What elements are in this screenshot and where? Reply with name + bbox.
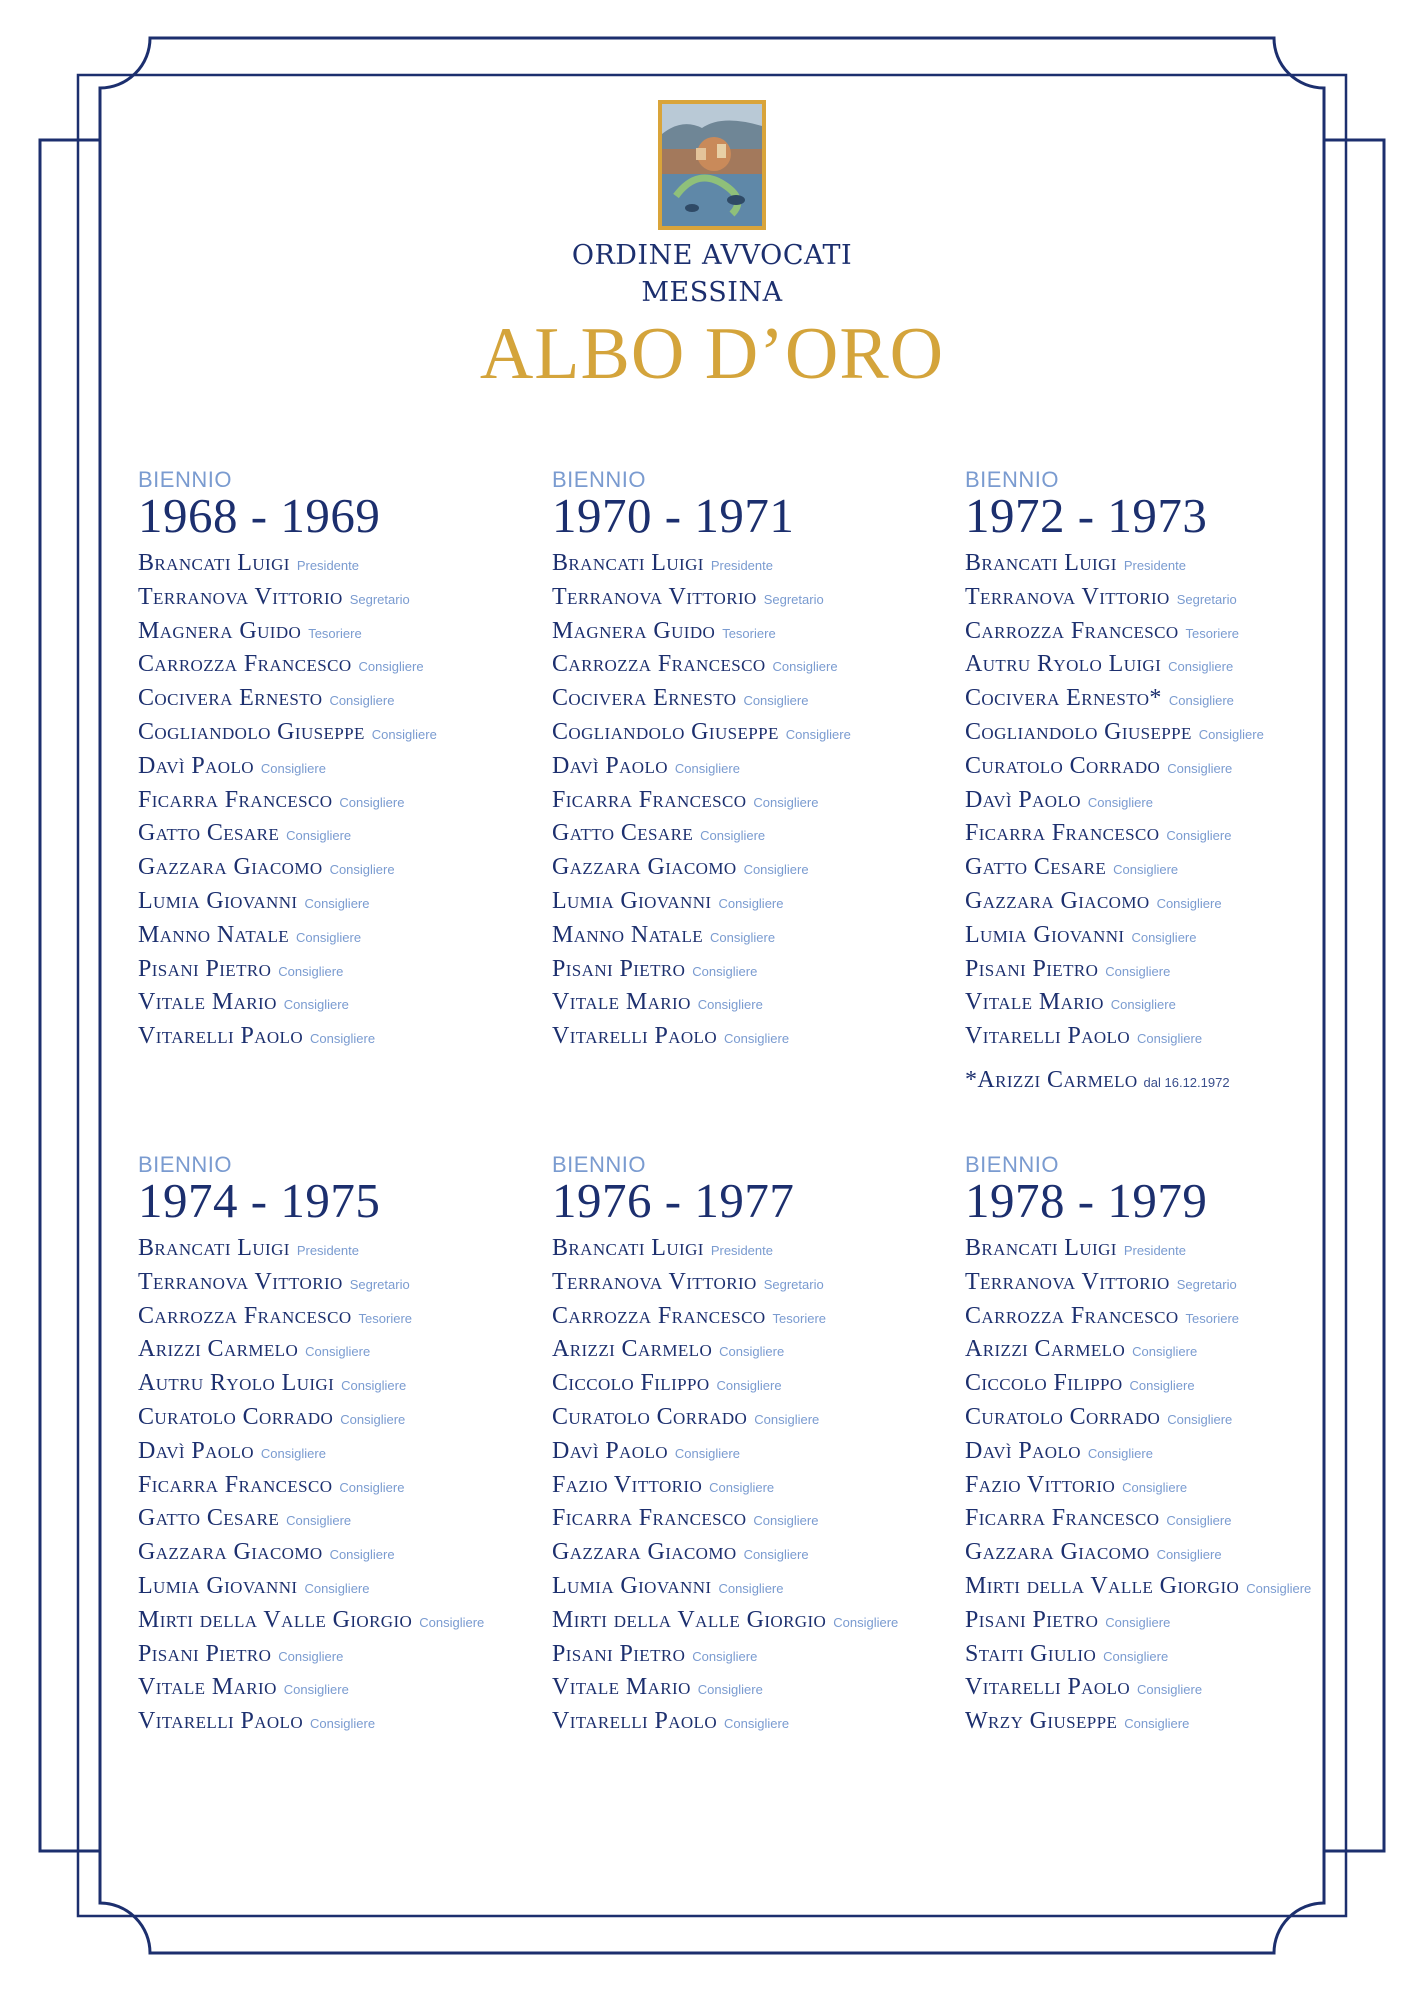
biennio-label: BIENNIO [965,1152,1059,1177]
member-role: Consigliere [278,1648,344,1664]
member-role: Consigliere [305,1344,371,1360]
member-row [965,682,1355,716]
member-name: Davì Paolo [965,1437,1081,1464]
member-row [138,817,528,851]
member-role: Consigliere [419,1614,485,1630]
member-name: Terranova Vittorio [552,583,757,610]
member-row [552,784,942,818]
member-name: Carrozza Francesco [138,1302,352,1329]
member-row [965,547,1355,581]
member-row [552,1232,942,1266]
member-name: Ciccolo Filippo [552,1370,710,1397]
member-role: Consigliere [304,895,370,911]
member-role: Consigliere [310,1716,376,1732]
member-row [965,1638,1355,1672]
member-role: Consigliere [1105,963,1171,979]
member-row [138,547,528,581]
member-row [138,1266,528,1300]
biennio-label: BIENNIO [552,1152,646,1177]
note-name: *Arizzi Carmelo [965,1066,1138,1093]
member-role: Consigliere [674,1445,740,1461]
member-role: Consigliere [716,1378,782,1394]
member-row [138,1536,528,1570]
member-name: Magnera Guido [552,617,716,644]
member-row [965,1367,1355,1401]
member-role: Consigliere [283,997,349,1013]
biennio-1978-1979 [965,1153,1355,1739]
member-row [965,648,1355,682]
member-row [965,1020,1355,1054]
member-row [552,1502,942,1536]
member-row [552,581,942,615]
member-row [138,1020,528,1054]
member-row [965,784,1355,818]
member-row [552,1570,942,1604]
member-role: Segretario [763,591,824,607]
member-role: Consigliere [260,1445,326,1461]
member-name: Mirti della Valle Giorgio [965,1572,1240,1599]
member-row [552,615,942,649]
member-row [552,953,942,987]
member-row [138,1300,528,1334]
member-role: Consigliere [1129,1378,1195,1394]
member-role: Consigliere [833,1614,899,1630]
biennio-years: 1972 - 1973 [965,488,1208,543]
member-row [552,750,942,784]
member-name: Davì Paolo [552,1437,668,1464]
member-name: Mirti della Valle Giorgio [138,1606,413,1633]
member-role: Consigliere [278,963,344,979]
member-name: Gazzara Giacomo [965,887,1150,914]
member-name: Ficarra Francesco [965,820,1160,847]
member-role: Consigliere [697,997,763,1013]
member-name: Cogliandolo Giuseppe [965,718,1192,745]
header-city: MESSINA [641,277,783,308]
member-role: Consigliere [692,1648,758,1664]
member-role: Consigliere [341,1378,407,1394]
member-name: Cocivera Ernesto [138,685,323,712]
member-name: Curatolo Corrado [965,752,1161,779]
member-row [138,1705,528,1739]
member-name: Brancati Luigi [965,550,1117,576]
member-row [965,1671,1355,1705]
member-role: Consigliere [1124,1716,1190,1732]
member-row [965,1435,1355,1469]
member-role: Segretario [1176,591,1237,607]
member-row [138,682,528,716]
member-row [138,1671,528,1705]
member-name: Lumia Giovanni [138,1572,298,1599]
member-name: Gazzara Giacomo [138,1539,323,1566]
member-role: Consigliere [724,1716,790,1732]
member-role: Consigliere [371,726,437,742]
member-name: Ficarra Francesco [552,1505,747,1532]
member-role: Consigliere [743,693,809,709]
member-row [552,851,942,885]
member-row [965,851,1355,885]
member-role: Tesoriere [358,1310,412,1326]
member-role: Consigliere [358,659,424,675]
member-row [138,1401,528,1435]
member-role: Consigliere [329,862,395,878]
member-role: Consigliere [310,1031,376,1047]
member-role: Consigliere [339,794,405,810]
member-row [965,953,1355,987]
member-name: Vitarelli Paolo [552,1023,718,1050]
member-row [138,986,528,1020]
member-role: Consigliere [1166,1513,1232,1529]
member-name: Pisani Pietro [138,1640,272,1667]
biennio-years: 1970 - 1971 [552,488,795,543]
member-role: Consigliere [329,1547,395,1563]
member-role: Segretario [349,591,410,607]
member-row [965,750,1355,784]
member-name: Autru Ryolo Luigi [965,651,1162,678]
member-row [965,1604,1355,1638]
header-order: ORDINE AVVOCATI [571,240,853,271]
member-role: Consigliere [1087,1445,1153,1461]
member-row [965,1232,1355,1266]
member-role: Presidente [1123,558,1186,573]
member-name: Pisani Pietro [138,955,272,982]
member-role: Consigliere [753,794,819,810]
member-row [138,648,528,682]
member-role: Consigliere [1113,862,1179,878]
member-row [138,851,528,885]
member-row [965,919,1355,953]
member-role: Consigliere [1103,1648,1169,1664]
member-row [965,716,1355,750]
member-role: Tesoriere [722,625,776,641]
member-row [552,1401,942,1435]
member-role: Consigliere [700,828,766,844]
member-name: Arizzi Carmelo [552,1336,713,1363]
member-name: Vitale Mario [552,989,691,1016]
member-role: Segretario [1176,1276,1237,1292]
member-name: Vitarelli Paolo [138,1708,304,1735]
member-row [965,615,1355,649]
member-name: Manno Natale [552,921,704,948]
member-role: Consigliere [743,862,809,878]
member-row [552,1705,942,1739]
member-name: Curatolo Corrado [965,1403,1161,1430]
member-name: Mirti della Valle Giorgio [552,1606,827,1633]
biennio-1976-1977 [552,1153,942,1739]
member-role: Consigliere [329,693,395,709]
member-row [138,615,528,649]
member-role: Consigliere [260,760,326,776]
member-row [552,1300,942,1334]
member-row [965,581,1355,615]
member-role: Consigliere [1131,929,1197,945]
member-role: Consigliere [1122,1479,1188,1495]
member-row [552,648,942,682]
member-role: Consigliere [1137,1031,1203,1047]
member-name: Brancati Luigi [552,550,704,576]
member-name: Terranova Vittorio [138,583,343,610]
member-name: Cogliandolo Giuseppe [552,718,779,745]
member-name: Gazzara Giacomo [138,854,323,881]
member-name: Vitale Mario [138,1674,277,1701]
member-name: Gatto Cesare [138,820,280,847]
member-role: Consigliere [1132,1344,1198,1360]
member-row [552,1638,942,1672]
member-name: Gazzara Giacomo [552,854,737,881]
member-name: Cocivera Ernesto* [965,685,1162,712]
member-name: Wrzy Giuseppe [965,1708,1118,1735]
member-role: Consigliere [339,1479,405,1495]
member-name: Vitarelli Paolo [138,1023,304,1050]
member-role: Consigliere [283,1682,349,1698]
member-role: Consigliere [286,1513,352,1529]
member-name: Terranova Vittorio [138,1268,343,1295]
member-name: Arizzi Carmelo [965,1336,1126,1363]
member-row [552,1333,942,1367]
member-role: Presidente [710,558,773,573]
member-row [965,1705,1355,1739]
biennio-1972-1973 [965,468,1355,1097]
member-name: Vitale Mario [965,989,1104,1016]
member-row [138,1502,528,1536]
member-role: Consigliere [304,1580,370,1596]
member-name: Pisani Pietro [552,955,686,982]
member-name: Carrozza Francesco [552,651,766,678]
member-role: Consigliere [719,1344,785,1360]
member-role: Presidente [296,558,359,573]
member-row [965,1401,1355,1435]
member-name: Brancati Luigi [552,1235,704,1261]
member-row [552,1367,942,1401]
member-name: Pisani Pietro [965,1606,1099,1633]
member-role: Consigliere [286,828,352,844]
member-role: Consigliere [1137,1682,1203,1698]
member-row [552,1435,942,1469]
member-role: Consigliere [1168,693,1234,709]
messina-harbor-mosaic-icon [662,104,762,226]
member-name: Vitarelli Paolo [552,1708,718,1735]
member-role: Consigliere [753,1513,819,1529]
member-row [138,750,528,784]
member-row [552,817,942,851]
member-name: Autru Ryolo Luigi [138,1370,335,1397]
member-row [965,1469,1355,1503]
member-name: Terranova Vittorio [965,583,1170,610]
member-role: Consigliere [340,1411,406,1427]
member-name: Ficarra Francesco [138,786,333,813]
member-role: Presidente [710,1243,773,1258]
member-role: Consigliere [1167,760,1233,776]
substitution-note [965,1064,1355,1097]
biennio-1974-1975 [138,1153,528,1739]
biennio-years: 1976 - 1977 [552,1173,795,1228]
member-row [552,716,942,750]
member-name: Magnera Guido [138,617,302,644]
member-name: Carrozza Francesco [138,651,352,678]
member-role: Consigliere [1087,794,1153,810]
member-row [965,1502,1355,1536]
member-role: Consigliere [692,963,758,979]
biennio-1968-1969 [138,468,528,1054]
member-name: Gazzara Giacomo [965,1539,1150,1566]
member-role: Consigliere [296,929,362,945]
member-row [552,1266,942,1300]
member-row [138,1469,528,1503]
member-name: Curatolo Corrado [552,1403,748,1430]
biennio-label: BIENNIO [138,1152,232,1177]
member-row [138,1333,528,1367]
member-name: Carrozza Francesco [552,1302,766,1329]
member-name: Lumia Giovanni [552,887,712,914]
member-name: Carrozza Francesco [965,617,1179,644]
member-row [965,1300,1355,1334]
member-row [138,581,528,615]
member-name: Ficarra Francesco [552,786,747,813]
member-name: Carrozza Francesco [965,1302,1179,1329]
member-row [965,885,1355,919]
messina-harbor-logo [658,100,766,230]
member-row [552,885,942,919]
member-name: Pisani Pietro [965,955,1099,982]
member-name: Davì Paolo [138,1437,254,1464]
biennio-years: 1968 - 1969 [138,488,381,543]
member-role: Consigliere [1156,895,1222,911]
biennio-label: BIENNIO [965,467,1059,492]
member-role: Consigliere [1167,1411,1233,1427]
member-role: Consigliere [1166,828,1232,844]
member-name: Gazzara Giacomo [552,1539,737,1566]
member-row [552,919,942,953]
member-role: Segretario [763,1276,824,1292]
member-role: Tesoriere [1185,1310,1239,1326]
member-name: Davì Paolo [552,752,668,779]
member-name: Vitarelli Paolo [965,1674,1131,1701]
member-name: Arizzi Carmelo [138,1336,299,1363]
member-role: Tesoriere [1185,625,1239,641]
member-name: Vitale Mario [552,1674,691,1701]
member-name: Fazio Vittorio [965,1471,1116,1498]
biennio-label: BIENNIO [138,467,232,492]
member-role: Consigliere [718,1580,784,1596]
member-role: Consigliere [710,929,776,945]
member-row [965,1266,1355,1300]
member-row [138,919,528,953]
member-name: Brancati Luigi [138,550,290,576]
member-row [552,682,942,716]
member-role: Consigliere [1198,726,1264,742]
member-row [552,1020,942,1054]
biennio-label: BIENNIO [552,467,646,492]
member-name: Ficarra Francesco [965,1505,1160,1532]
member-name: Terranova Vittorio [552,1268,757,1295]
member-role: Consigliere [718,895,784,911]
member-name: Davì Paolo [138,752,254,779]
member-role: Presidente [1123,1243,1186,1258]
member-name: Curatolo Corrado [138,1403,334,1430]
member-role: Consigliere [674,760,740,776]
member-role: Consigliere [724,1031,790,1047]
member-name: Terranova Vittorio [965,1268,1170,1295]
member-row [138,1604,528,1638]
member-row [552,986,942,1020]
member-role: Consigliere [772,659,838,675]
member-role: Consigliere [1246,1580,1312,1596]
member-role: Consigliere [754,1411,820,1427]
member-role: Segretario [349,1276,410,1292]
member-name: Ciccolo Filippo [965,1370,1123,1397]
member-row [552,1604,942,1638]
member-row [965,1333,1355,1367]
member-name: Gatto Cesare [138,1505,280,1532]
member-role: Consigliere [785,726,851,742]
member-row [138,716,528,750]
member-name: Lumia Giovanni [552,1572,712,1599]
member-role: Tesoriere [772,1310,826,1326]
member-role: Consigliere [1156,1547,1222,1563]
biennio-1970-1971 [552,468,942,1054]
member-name: Lumia Giovanni [138,887,298,914]
member-row [552,1671,942,1705]
member-role: Consigliere [697,1682,763,1698]
member-name: Pisani Pietro [552,1640,686,1667]
member-role: Presidente [296,1243,359,1258]
member-name: Gatto Cesare [552,820,694,847]
member-row [138,1435,528,1469]
member-role: Consigliere [709,1479,775,1495]
member-row [138,1232,528,1266]
member-name: Brancati Luigi [965,1235,1117,1261]
member-name: Gatto Cesare [965,854,1107,881]
member-name: Cocivera Ernesto [552,685,737,712]
member-row [138,1638,528,1672]
page-title: ALBO D’ORO [479,313,945,395]
member-name: Ficarra Francesco [138,1471,333,1498]
member-role: Consigliere [743,1547,809,1563]
biennio-years: 1978 - 1979 [965,1173,1208,1228]
member-row [552,1469,942,1503]
member-row [965,986,1355,1020]
member-name: Staiti Giulio [965,1640,1097,1667]
member-row [138,1570,528,1604]
member-name: Cogliandolo Giuseppe [138,718,365,745]
member-row [138,953,528,987]
member-row [138,784,528,818]
member-name: Vitale Mario [138,989,277,1016]
member-name: Fazio Vittorio [552,1471,703,1498]
member-name: Vitarelli Paolo [965,1023,1131,1050]
member-name: Brancati Luigi [138,1235,290,1261]
member-name: Lumia Giovanni [965,921,1125,948]
member-role: Tesoriere [308,625,362,641]
member-row [965,1536,1355,1570]
member-role: Consigliere [1105,1614,1171,1630]
member-role: Consigliere [1168,659,1234,675]
note-detail: dal 16.12.1972 [1143,1074,1230,1090]
member-name: Manno Natale [138,921,290,948]
member-row [552,547,942,581]
member-row [138,1367,528,1401]
member-row [965,1570,1355,1604]
member-row [552,1536,942,1570]
biennio-years: 1974 - 1975 [138,1173,381,1228]
member-name: Davì Paolo [965,786,1081,813]
member-row [965,817,1355,851]
member-row [138,885,528,919]
member-role: Consigliere [1110,997,1176,1013]
